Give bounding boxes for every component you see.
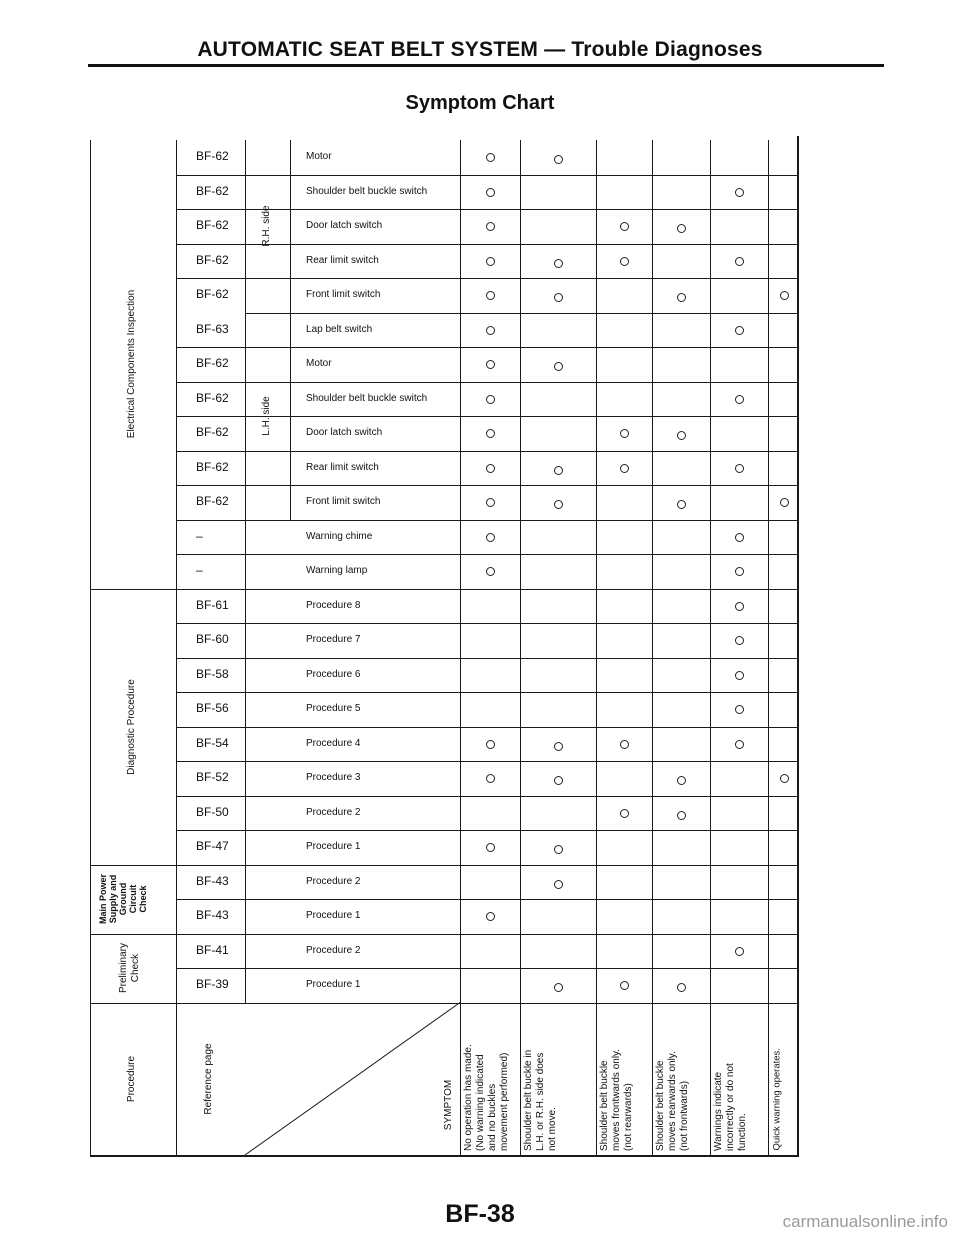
inspection-item-cell: Procedure 6 xyxy=(306,668,361,680)
inspection-item-cell: Front limit switch xyxy=(306,289,381,300)
reference-page-cell: BF-62 xyxy=(196,459,229,474)
inspection-item-cell: Door latch switch xyxy=(306,427,383,438)
reference-page-cell: BF-58 xyxy=(196,666,229,681)
inspection-item-cell: Procedure 1 xyxy=(306,910,361,921)
inspection-item-cell: Warning lamp xyxy=(306,565,368,576)
inspection-item-cell: Procedure 4 xyxy=(306,737,361,749)
symptom-label: Shoulder belt buckle in L.H. or R.H. side does not move. xyxy=(523,1049,558,1151)
rh-side-label: R.H. side xyxy=(261,205,272,247)
inspection-item-cell: Shoulder belt buckle switch xyxy=(306,185,428,197)
reference-page-cell: BF-62 xyxy=(196,494,229,508)
inspection-item-cell: Procedure 2 xyxy=(306,944,361,956)
procedure-header: Procedure xyxy=(126,1055,137,1102)
watermark: carmanualsonline.info xyxy=(782,1212,948,1231)
reference-page-cell: BF-60 xyxy=(196,632,229,646)
reference-page-cell: BF-62 xyxy=(196,218,229,232)
symptom-label: No operation has made. (No warning indicated and no buckles movement performed) xyxy=(463,1044,510,1151)
inspection-item-cell: Procedure 7 xyxy=(306,634,361,645)
inspection-item-cell: Front limit switch xyxy=(306,496,381,507)
inspection-item-cell: Procedure 2 xyxy=(306,806,361,818)
reference-page-cell: BF-56 xyxy=(196,701,229,715)
inspection-item-cell: Procedure 2 xyxy=(306,875,361,887)
page-header-title: AUTOMATIC SEAT BELT SYSTEM — Trouble Diagnoses xyxy=(197,38,763,61)
inspection-item-cell: Procedure 1 xyxy=(306,841,361,852)
group-label-preliminary: Preliminary Check xyxy=(118,943,141,994)
reference-page-cell: BF-61 xyxy=(196,597,229,612)
reference-page-cell: BF-41 xyxy=(196,942,229,957)
reference-page-cell: BF-62 xyxy=(196,287,229,301)
reference-page-cell: BF-47 xyxy=(196,839,229,853)
reference-page-cell: BF-39 xyxy=(196,977,229,991)
reference-page-cell: BF-62 xyxy=(196,183,229,198)
inspection-item-cell: Lap belt switch xyxy=(306,323,373,335)
symptom-label: Quick warning operates. xyxy=(771,1048,782,1151)
inspection-item-cell: Motor xyxy=(306,151,332,162)
inspection-item-cell: Shoulder belt buckle switch xyxy=(306,392,428,404)
group-label-diagnostic: Diagnostic Procedure xyxy=(126,678,137,775)
inspection-item-cell: Procedure 8 xyxy=(306,599,361,611)
inspection-item-cell: Rear limit switch xyxy=(306,254,379,266)
reference-page-header: Reference page xyxy=(203,1043,214,1115)
symptom-label: Warnings indicate incorrectly or do not function. xyxy=(713,1062,748,1151)
symptom-label: Shoulder belt buckle moves rearwards only. (not frontwards) xyxy=(655,1050,690,1151)
inspection-item-cell: Procedure 1 xyxy=(306,979,361,990)
inspection-item-cell: Rear limit switch xyxy=(306,461,379,473)
inspection-item-cell: Motor xyxy=(306,358,332,369)
reference-page-cell: BF-62 xyxy=(196,425,229,439)
reference-page-cell: – xyxy=(196,528,203,543)
reference-page-cell: BF-62 xyxy=(196,149,229,163)
inspection-item-cell: Procedure 5 xyxy=(306,703,361,714)
reference-page-cell: BF-50 xyxy=(196,804,229,819)
diagonal-rule xyxy=(245,1003,460,1156)
inspection-item-cell: Procedure 3 xyxy=(306,772,361,783)
reference-page-cell: BF-43 xyxy=(196,908,229,922)
chart-title: Symptom Chart xyxy=(405,92,555,114)
reference-page-cell: BF-63 xyxy=(196,321,229,336)
inspection-item-cell: Door latch switch xyxy=(306,220,383,231)
reference-page-cell: BF-43 xyxy=(196,873,229,888)
reference-page-cell: BF-54 xyxy=(196,735,229,750)
symptom-header: SYMPTOM xyxy=(443,1079,454,1131)
reference-page-cell: BF-62 xyxy=(196,390,229,405)
group-label-main-power: Main Power Supply and Ground Circuit Check xyxy=(98,874,148,925)
lh-side-label: L.H. side xyxy=(261,396,272,436)
reference-page-cell: – xyxy=(196,563,203,577)
symptom-label: Shoulder belt buckle moves frontwards only. (not rearwards) xyxy=(599,1048,634,1151)
reference-page-cell: BF-52 xyxy=(196,770,229,784)
page-number: BF-38 xyxy=(445,1200,515,1228)
group-label-electrical: Electrical Components Inspection xyxy=(126,290,137,439)
reference-page-cell: BF-62 xyxy=(196,356,229,370)
reference-page-cell: BF-62 xyxy=(196,252,229,267)
inspection-item-cell: Warning chime xyxy=(306,530,373,542)
